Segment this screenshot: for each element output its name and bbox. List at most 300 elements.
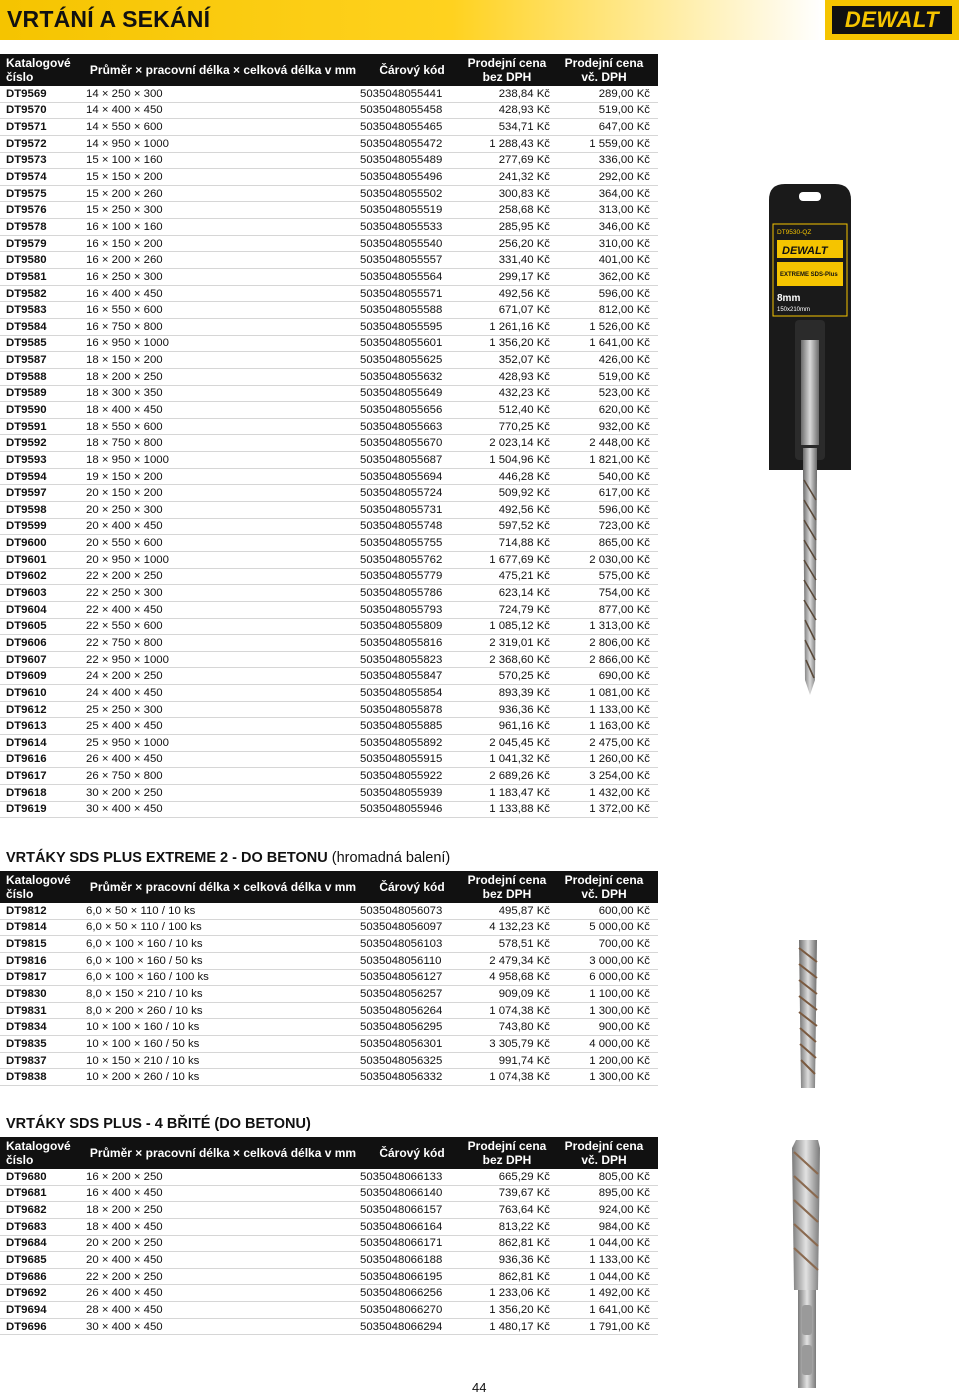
price-gross-cell: 1 372,00 Kč [589,803,650,816]
barcode-cell: 5035048066133 [360,1170,443,1183]
package-code: DT9530-QZ [777,229,812,236]
table-row [0,801,658,818]
catalog-number-cell: DT9612 [6,703,47,716]
catalog-number-cell: DT9571 [6,121,47,134]
barcode-cell: 5035048055823 [360,653,443,666]
catalog-number-cell: DT9817 [6,971,47,984]
catalog-number-cell: DT9619 [6,803,47,816]
price-net-cell: 277,69 Kč [498,154,550,167]
barcode-cell: 5035048056301 [360,1037,443,1050]
table-row [0,952,658,969]
table-row [0,502,658,519]
table-row [0,1235,658,1252]
extreme2-drill-bit-image [785,938,831,1088]
section-heading-extreme2 [6,850,450,866]
catalog-number-cell: DT9581 [6,270,47,283]
dimensions-cell: 16 × 750 × 800 [86,320,163,333]
price-gross-cell: 700,00 Kč [598,938,650,951]
dimensions-cell: 14 × 550 × 600 [86,121,163,134]
barcode-cell: 5035048055731 [360,503,443,516]
price-gross-cell: 310,00 Kč [598,237,650,250]
table-row [0,468,658,485]
price-gross-cell: 3 000,00 Kč [589,954,650,967]
price-net-cell: 2 479,34 Kč [489,954,550,967]
header-price-net: Prodejní cena bez DPH [464,54,558,86]
price-gross-cell: 932,00 Kč [598,420,650,433]
table-row [0,368,658,385]
catalog-number-cell: DT9812 [6,904,47,917]
price-gross-cell: 865,00 Kč [598,537,650,550]
package-line: EXTREME SDS-Plus [780,272,838,278]
table-row [0,1185,658,1202]
barcode-cell: 5035048055465 [360,121,443,134]
price-net-cell: 2 689,26 Kč [489,770,550,783]
dimensions-cell: 20 × 250 × 300 [86,503,163,516]
price-gross-cell: 1 260,00 Kč [589,753,650,766]
header-price-net: Prodejní cena bez DPH [464,871,558,903]
price-net-cell: 714,88 Kč [498,537,550,550]
catalog-number-cell: DT9593 [6,453,47,466]
catalog-number-cell: DT9600 [6,537,47,550]
dimensions-cell: 16 × 550 × 600 [86,304,163,317]
price-gross-cell: 1 200,00 Kč [589,1054,650,1067]
barcode-cell: 5035048066164 [360,1220,443,1233]
table-row [0,635,658,652]
dimensions-cell: 6,0 × 50 × 110 / 10 ks [86,904,196,917]
barcode-cell: 5035048055793 [360,603,443,616]
header-price-gross: Prodejní cena vč. DPH [558,871,658,903]
barcode-cell: 5035048055892 [360,736,443,749]
price-gross-cell: 3 254,00 Kč [589,770,650,783]
table-row [0,1019,658,1036]
barcode-cell: 5035048056257 [360,988,443,1001]
dimensions-cell: 16 × 950 × 1000 [86,337,169,350]
catalog-number-cell: DT9576 [6,204,47,217]
table-row [0,751,658,768]
catalog-number-cell: DT9609 [6,670,47,683]
dimensions-cell: 20 × 550 × 600 [86,537,163,550]
dimensions-cell: 14 × 250 × 300 [86,87,163,100]
price-gross-cell: 2 030,00 Kč [589,553,650,566]
dimensions-cell: 18 × 200 × 250 [86,370,163,383]
price-gross-cell: 812,00 Kč [598,304,650,317]
table-row [0,535,658,552]
table-row [0,219,658,236]
catalog-number-cell: DT9680 [6,1170,47,1183]
barcode-cell: 5035048055847 [360,670,443,683]
price-gross-cell: 4 000,00 Kč [589,1037,650,1050]
price-net-cell: 665,29 Kč [498,1170,550,1183]
price-gross-cell: 6 000,00 Kč [589,971,650,984]
catalog-number-cell: DT9594 [6,470,47,483]
table-row [0,568,658,585]
barcode-cell: 5035048055762 [360,553,443,566]
barcode-cell: 5035048055786 [360,587,443,600]
table-row [0,518,658,535]
barcode-cell: 5035048056127 [360,971,443,984]
section-title: VRTÁKY SDS PLUS EXTREME 2 - DO BETONU [6,850,328,866]
header-catalog: Katalogové číslo [0,871,86,903]
price-gross-cell: 1 821,00 Kč [589,453,650,466]
barcode-cell: 5035048066188 [360,1254,443,1267]
dimensions-cell: 25 × 400 × 450 [86,720,163,733]
price-net-cell: 509,92 Kč [498,487,550,500]
price-net-cell: 739,67 Kč [498,1187,550,1200]
table-row [0,318,658,335]
barcode-cell: 5035048056110 [360,954,442,967]
price-gross-cell: 2 866,00 Kč [589,653,650,666]
price-gross-cell: 596,00 Kč [598,287,650,300]
catalog-number-cell: DT9681 [6,1187,47,1200]
table-row [0,685,658,702]
barcode-cell: 5035048055670 [360,437,443,450]
table-row [0,701,658,718]
dimensions-cell: 6,0 × 100 × 160 / 10 ks [86,938,203,951]
dimensions-cell: 16 × 200 × 260 [86,254,163,267]
price-gross-cell: 289,00 Kč [598,87,650,100]
barcode-cell: 5035048055571 [360,287,443,300]
dimensions-cell: 16 × 150 × 200 [86,237,163,250]
price-net-cell: 893,39 Kč [498,686,550,699]
price-net-cell: 300,83 Kč [498,187,550,200]
price-net-cell: 4 958,68 Kč [489,971,550,984]
table-row [0,285,658,302]
price-gross-cell: 5 000,00 Kč [589,921,650,934]
barcode-cell: 5035048066171 [360,1237,443,1250]
catalog-number-cell: DT9591 [6,420,47,433]
barcode-cell: 5035048055809 [360,620,443,633]
price-net-cell: 813,22 Kč [498,1220,550,1233]
dimensions-cell: 20 × 400 × 450 [86,1254,163,1267]
dimensions-cell: 18 × 950 × 1000 [86,453,169,466]
dimensions-cell: 26 × 750 × 800 [86,770,163,783]
table-row [0,768,658,785]
price-gross-cell: 2 475,00 Kč [589,736,650,749]
header-price-gross: Prodejní cena vč. DPH [558,1137,658,1169]
barcode-cell: 5035048055663 [360,420,443,433]
section-heading-4-cutter [6,1116,311,1132]
dimensions-cell: 22 × 200 × 250 [86,1270,163,1283]
table-row [0,1202,658,1219]
logo-text: DEWALT [844,7,940,32]
price-gross-cell: 1 791,00 Kč [589,1320,650,1333]
dimensions-cell: 18 × 300 × 350 [86,387,163,400]
table-row [0,919,658,936]
price-gross-cell: 292,00 Kč [598,171,650,184]
price-gross-cell: 575,00 Kč [598,570,650,583]
table-row [0,335,658,352]
dimensions-cell: 24 × 400 × 450 [86,686,163,699]
table-row [0,601,658,618]
price-net-cell: 331,40 Kč [498,254,550,267]
price-gross-cell: 1 081,00 Kč [589,686,650,699]
price-net-cell: 428,93 Kč [498,370,550,383]
dimensions-cell: 16 × 100 × 160 [86,220,163,233]
price-gross-cell: 2 806,00 Kč [589,636,650,649]
price-gross-cell: 1 559,00 Kč [589,137,650,150]
catalog-number-cell: DT9579 [6,237,47,250]
header-dimensions: Průměr × pracovní délka × celková délka v mm [86,871,360,903]
header-catalog: Katalogové číslo [0,1137,86,1169]
catalog-number-cell: DT9816 [6,954,47,967]
price-net-cell: 991,74 Kč [498,1054,550,1067]
table-row [0,418,658,435]
price-gross-cell: 1 133,00 Kč [589,703,650,716]
barcode-cell: 5035048055496 [360,171,443,184]
price-net-cell: 763,64 Kč [498,1204,550,1217]
catalog-number-cell: DT9569 [6,87,47,100]
section-note: (hromadná balení) [331,850,451,866]
catalog-number-cell: DT9605 [6,620,47,633]
catalog-number-cell: DT9685 [6,1254,47,1267]
table-row [0,969,658,986]
barcode-cell: 5035048055649 [360,387,443,400]
price-net-cell: 961,16 Kč [498,720,550,733]
table-row [0,718,658,735]
price-net-cell: 446,28 Kč [498,470,550,483]
table-row [0,302,658,319]
title-bar [0,0,822,40]
price-gross-cell: 523,00 Kč [598,387,650,400]
price-net-cell: 1 261,16 Kč [489,320,550,333]
product-table-3 [0,1137,658,1335]
table-row [0,1169,658,1185]
price-net-cell: 428,93 Kč [498,104,550,117]
catalog-number-cell: DT9830 [6,988,47,1001]
table-row [0,1268,658,1285]
price-net-cell: 2 319,01 Kč [489,636,550,649]
price-gross-cell: 1 044,00 Kč [589,1270,650,1283]
price-gross-cell: 617,00 Kč [598,487,650,500]
price-gross-cell: 900,00 Kč [598,1021,650,1034]
price-net-cell: 258,68 Kč [498,204,550,217]
header-barcode: Čárový kód [360,871,464,903]
barcode-cell: 5035048055922 [360,770,443,783]
price-gross-cell: 596,00 Kč [598,503,650,516]
price-net-cell: 512,40 Kč [498,403,550,416]
dimensions-cell: 14 × 950 × 1000 [86,137,169,150]
catalog-number-cell: DT9597 [6,487,47,500]
catalog-number-cell: DT9684 [6,1237,47,1250]
dimensions-cell: 28 × 400 × 450 [86,1303,163,1316]
catalog-number-cell: DT9585 [6,337,47,350]
dimensions-cell: 20 × 950 × 1000 [86,553,169,566]
catalog-number-cell: DT9607 [6,653,47,666]
price-net-cell: 909,09 Kč [498,988,550,1001]
barcode-cell: 5035048055601 [360,337,443,350]
barcode-cell: 5035048066140 [360,1187,443,1200]
four-cutter-drill-bit-image [778,1140,834,1390]
dimensions-cell: 18 × 150 × 200 [86,354,163,367]
barcode-cell: 5035048055878 [360,703,443,716]
price-net-cell: 238,84 Kč [498,87,550,100]
price-net-cell: 2 023,14 Kč [489,437,550,450]
dimensions-cell: 26 × 400 × 450 [86,1287,163,1300]
barcode-cell: 5035048055939 [360,786,443,799]
price-net-cell: 256,20 Kč [498,237,550,250]
price-net-cell: 352,07 Kč [498,354,550,367]
dimensions-cell: 6,0 × 100 × 160 / 100 ks [86,971,209,984]
price-gross-cell: 362,00 Kč [598,270,650,283]
price-net-cell: 936,36 Kč [498,703,550,716]
price-net-cell: 492,56 Kč [498,287,550,300]
price-gross-cell: 540,00 Kč [598,470,650,483]
table-body-1 [0,86,658,818]
price-gross-cell: 336,00 Kč [598,154,650,167]
price-net-cell: 492,56 Kč [498,503,550,516]
barcode-cell: 5035048056332 [360,1071,443,1084]
barcode-cell: 5035048055694 [360,470,443,483]
price-gross-cell: 1 641,00 Kč [589,337,650,350]
barcode-cell: 5035048055489 [360,154,443,167]
barcode-cell: 5035048055595 [360,320,443,333]
catalog-number-cell: DT9584 [6,320,47,333]
dimensions-cell: 30 × 200 × 250 [86,786,163,799]
table-row [0,1218,658,1235]
price-gross-cell: 519,00 Kč [598,104,650,117]
dimensions-cell: 15 × 100 × 160 [86,154,163,167]
barcode-cell: 5035048055533 [360,220,443,233]
barcode-cell: 5035048056325 [360,1054,443,1067]
price-net-cell: 2 368,60 Kč [489,653,550,666]
barcode-cell: 5035048055885 [360,720,443,733]
price-gross-cell: 895,00 Kč [598,1187,650,1200]
price-net-cell: 570,25 Kč [498,670,550,683]
price-net-cell: 1 074,38 Kč [489,1071,550,1084]
header-dimensions: Průměr × pracovní délka × celková délka v mm [86,54,360,86]
dimensions-cell: 16 × 250 × 300 [86,270,163,283]
price-net-cell: 1 504,96 Kč [489,453,550,466]
price-gross-cell: 723,00 Kč [598,520,650,533]
price-gross-cell: 1 163,00 Kč [589,720,650,733]
price-net-cell: 241,32 Kč [498,171,550,184]
barcode-cell: 5035048055458 [360,104,443,117]
price-gross-cell: 1 526,00 Kč [589,320,650,333]
barcode-cell: 5035048055854 [360,686,443,699]
page-title: VRTÁNÍ A SEKÁNÍ [7,6,211,32]
table-row [0,385,658,402]
product-table-2 [0,871,658,1086]
dimensions-cell: 25 × 950 × 1000 [86,736,169,749]
dimensions-cell: 30 × 400 × 450 [86,1320,163,1333]
price-gross-cell: 924,00 Kč [598,1204,650,1217]
price-gross-cell: 2 448,00 Kč [589,437,650,450]
table-row [0,135,658,152]
table-body-3 [0,1169,658,1335]
catalog-number-cell: DT9838 [6,1071,47,1084]
table-header [0,871,658,903]
catalog-number-cell: DT9683 [6,1220,47,1233]
price-gross-cell: 647,00 Kč [598,121,650,134]
table-row [0,1069,658,1086]
dimensions-cell: 22 × 750 × 800 [86,636,163,649]
catalog-number-cell: DT9682 [6,1204,47,1217]
dimensions-cell: 10 × 150 × 210 / 10 ks [86,1054,200,1067]
price-net-cell: 623,14 Kč [498,587,550,600]
price-net-cell: 4 132,23 Kč [489,921,550,934]
dimensions-cell: 20 × 400 × 450 [86,520,163,533]
table-row [0,202,658,219]
price-gross-cell: 1 432,00 Kč [589,786,650,799]
price-net-cell: 597,52 Kč [498,520,550,533]
table-row [0,551,658,568]
barcode-cell: 5035048055946 [360,803,443,816]
dimensions-cell: 8,0 × 150 × 210 / 10 ks [86,988,203,1001]
dimensions-cell: 22 × 250 × 300 [86,587,163,600]
barcode-cell: 5035048066195 [360,1270,443,1283]
price-net-cell: 285,95 Kč [498,220,550,233]
dimensions-cell: 8,0 × 200 × 260 / 10 ks [86,1004,203,1017]
price-net-cell: 495,87 Kč [498,904,550,917]
dimensions-cell: 16 × 400 × 450 [86,1187,163,1200]
price-gross-cell: 519,00 Kč [598,370,650,383]
page-number: 44 [472,1380,487,1395]
barcode-cell: 5035048055915 [360,753,443,766]
price-net-cell: 1 356,20 Kč [489,1303,550,1316]
table-row [0,1285,658,1302]
dimensions-cell: 15 × 200 × 260 [86,187,163,200]
table-row [0,1052,658,1069]
catalog-number-cell: DT9603 [6,587,47,600]
barcode-cell: 5035048066294 [360,1320,443,1333]
dimensions-cell: 15 × 150 × 200 [86,171,163,184]
barcode-cell: 5035048055748 [360,520,443,533]
table-row [0,269,658,286]
catalog-number-cell: DT9599 [6,520,47,533]
barcode-cell: 5035048055540 [360,237,443,250]
catalog-number-cell: DT9573 [6,154,47,167]
catalog-number-cell: DT9582 [6,287,47,300]
catalog-number-cell: DT9834 [6,1021,47,1034]
price-gross-cell: 984,00 Kč [598,1220,650,1233]
price-gross-cell: 754,00 Kč [598,587,650,600]
table-row [0,1318,658,1335]
catalog-number-cell: DT9601 [6,553,47,566]
barcode-cell: 5035048066256 [360,1287,443,1300]
barcode-cell: 5035048055816 [360,636,443,649]
catalog-number-cell: DT9592 [6,437,47,450]
dimensions-cell: 30 × 400 × 450 [86,803,163,816]
barcode-cell: 5035048055519 [360,204,443,217]
table-row [0,152,658,169]
dimensions-cell: 22 × 400 × 450 [86,603,163,616]
catalog-number-cell: DT9606 [6,636,47,649]
catalog-number-cell: DT9618 [6,786,47,799]
price-gross-cell: 805,00 Kč [598,1170,650,1183]
price-net-cell: 936,36 Kč [498,1254,550,1267]
dimensions-cell: 26 × 400 × 450 [86,753,163,766]
price-net-cell: 1 074,38 Kč [489,1004,550,1017]
price-gross-cell: 620,00 Kč [598,403,650,416]
table-row [0,119,658,136]
barcode-cell: 5035048055755 [360,537,443,550]
table-row [0,618,658,635]
price-gross-cell: 313,00 Kč [598,204,650,217]
price-gross-cell: 877,00 Kč [598,603,650,616]
barcode-cell: 5035048055502 [360,187,443,200]
table-row [0,1036,658,1053]
header-barcode: Čárový kód [360,1137,464,1169]
table-row [0,936,658,953]
header-price-net: Prodejní cena bez DPH [464,1137,558,1169]
dimensions-cell: 16 × 200 × 250 [86,1170,163,1183]
price-gross-cell: 1 300,00 Kč [589,1004,650,1017]
catalog-number-cell: DT9575 [6,187,47,200]
header-dimensions: Průměr × pracovní délka × celková délka v mm [86,1137,360,1169]
table-row [0,435,658,452]
table-row [0,485,658,502]
barcode-cell: 5035048055632 [360,370,443,383]
